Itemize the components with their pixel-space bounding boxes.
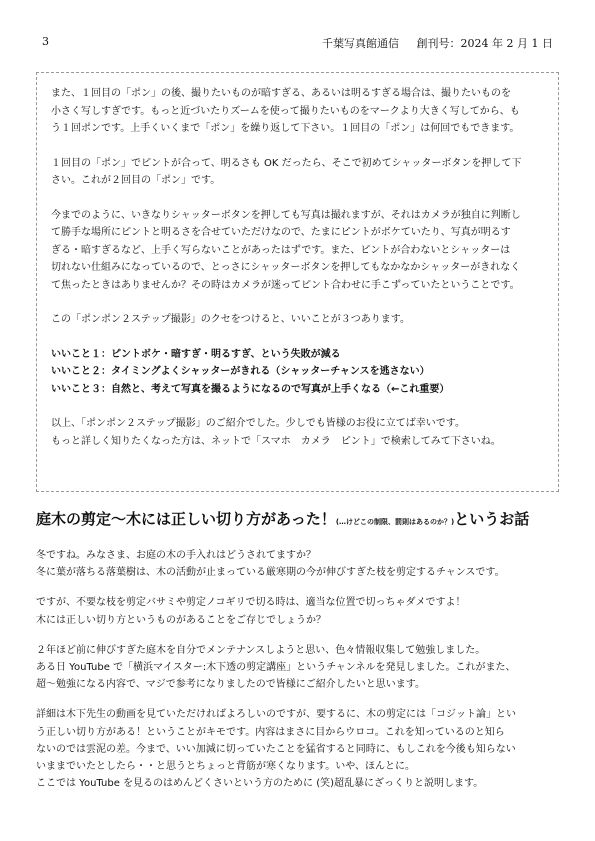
article-title-aside: (…けどこの制限、罰則はあるのか？) [335,518,455,526]
box-para1-line: また、１回目の「ポン」の後、撮りたいものが暗すぎる、あるいは明るすぎる場合は、撮りたいものを [51,88,511,99]
box-para2-line: １回目の「ポン」でピントが合って、明るさも OK だったら、そこで初めてシャッターボタンを押して下 [51,157,522,169]
article-para4-line: いままでいたとしたら・・と思うとちょっと背筋が寒くなります。いや、ほんとに。 [36,761,415,773]
page-number: 3 [42,35,49,48]
box-para3-line: て勝手な場所にピントと明るさを合せていただけなので、たまにピントがボケていたり、写真が明るす [51,227,511,238]
benefit-item: いいこと３：自然と、考えて写真を撮るようになるので写真が上手くなる（←これ重要） [51,383,450,395]
article-title-main: 庭木の剪定～木には正しい切り方があった！ [36,510,336,528]
box-para1-line: 小さく写しすぎです。もっと近づいたりズームを使って撮りたいものをマークより大きく写してから、も [51,105,520,117]
header-info [322,35,553,51]
box-para1-line: う１回ポンです。上手くいくまで「ポン」を繰り返して下さい。１回目の「ポン」は何回でもできます。 [51,123,520,134]
box-para3-line: 今までのように、いきなりシャッターボタンを押しても写真は撮れますが、それはカメラが独自に判断し [51,209,521,221]
article-title-end: というお話 [454,510,530,528]
tips-box [36,72,559,492]
article-title [36,508,561,533]
article-para1-line: 冬に葉が落ちる落葉樹は、木の活動が止まっている厳寒期の今が伸びすぎた枝を剪定するチャンスです。 [36,567,505,579]
box-para3-line: ぎる・暗すぎるなど、上手く写らないことがあったはずです。また、ピントが合わないとシャッターは [51,244,511,256]
article-para1-line: 冬ですね。みなさま、お庭の木の手入れはどうされてますか？ [36,550,316,561]
article-para4-line: う正しい切り方がある！ということがキモです。内容はまさに目からウロコ。これを知っているのと知ら [36,726,505,738]
article-para3-line: 超～勉強になる内容で、マジで参考になりましたので皆様にご紹介したいと思います。 [36,679,425,691]
garden-article [36,508,561,792]
benefit-item: いいこと２：タイミングよくシャッターがきれる（シャッターチャンスを逃さない） [51,366,430,377]
article-para4-line: ないのでは雲泥の差。今まで、いい加減に切っていたことを猛省すると同時に、もしこれを今後も知らない [36,743,516,755]
box-closing-line: もっと詳しく知りたくなった方は、ネットで「スマホ カメラ ピント」で検索してみて下さいね。 [51,435,501,447]
box-para2-line: さい。これが２回目の「ポン」です。 [51,175,221,186]
box-para3-line: 切れない仕組みになっているので、とっさにシャッターボタンを押してもなかなかシャッターがきれなく [51,262,521,273]
box-closing-line: 以上、「ポンポン２ステップ撮影」のご紹介でした。少しでも皆様のお役に立てば幸いです。 [51,418,465,429]
box-para4: この「ポンポン２ステップ撮影」のクセをつけると、いいことが３つあります。 [51,314,410,325]
box-para3-line: て焦ったときはありませんか？その時はカメラが迷ってピント合わせに手こずっていたということです。 [51,279,520,291]
article-para4-line: ここでは YouTube を見るのはめんどくさいという方のために (笑)超乱暴にざっくりと説明します。 [36,778,484,790]
newsletter-name: 千葉写真館通信 [322,37,400,50]
article-para2-line: 木には正しい切り方というものがあることをご存じでしょうか？ [36,614,326,626]
benefit-item: いいこと１：ピントボケ・暗すぎ・明るすぎ、という失敗が減る [51,348,341,360]
issue-date: 創刊号：2024 年 2 月 1 日 [416,37,553,50]
article-para3-line: ある日 YouTube で「横浜マイスター:木下透の剪定講座」というチャンネルを発見しました。これがまた、 [36,662,516,674]
article-para3-line: ２年ほど前に伸びすぎた庭木を自分でメンテナンスしようと思い、色々情報収集して勉強しました。 [36,644,486,656]
page-header [34,35,561,51]
article-para4-line: 詳細は木下先生の動画を見ていただければよろしいのですが、要するに、木の剪定には「コジット論」とい [36,709,516,721]
article-para2-line: ですが、不要な枝を剪定バサミや剪定ノコギリで切る時は、適当な位置で切っちゃダメですよ！ [36,597,466,609]
